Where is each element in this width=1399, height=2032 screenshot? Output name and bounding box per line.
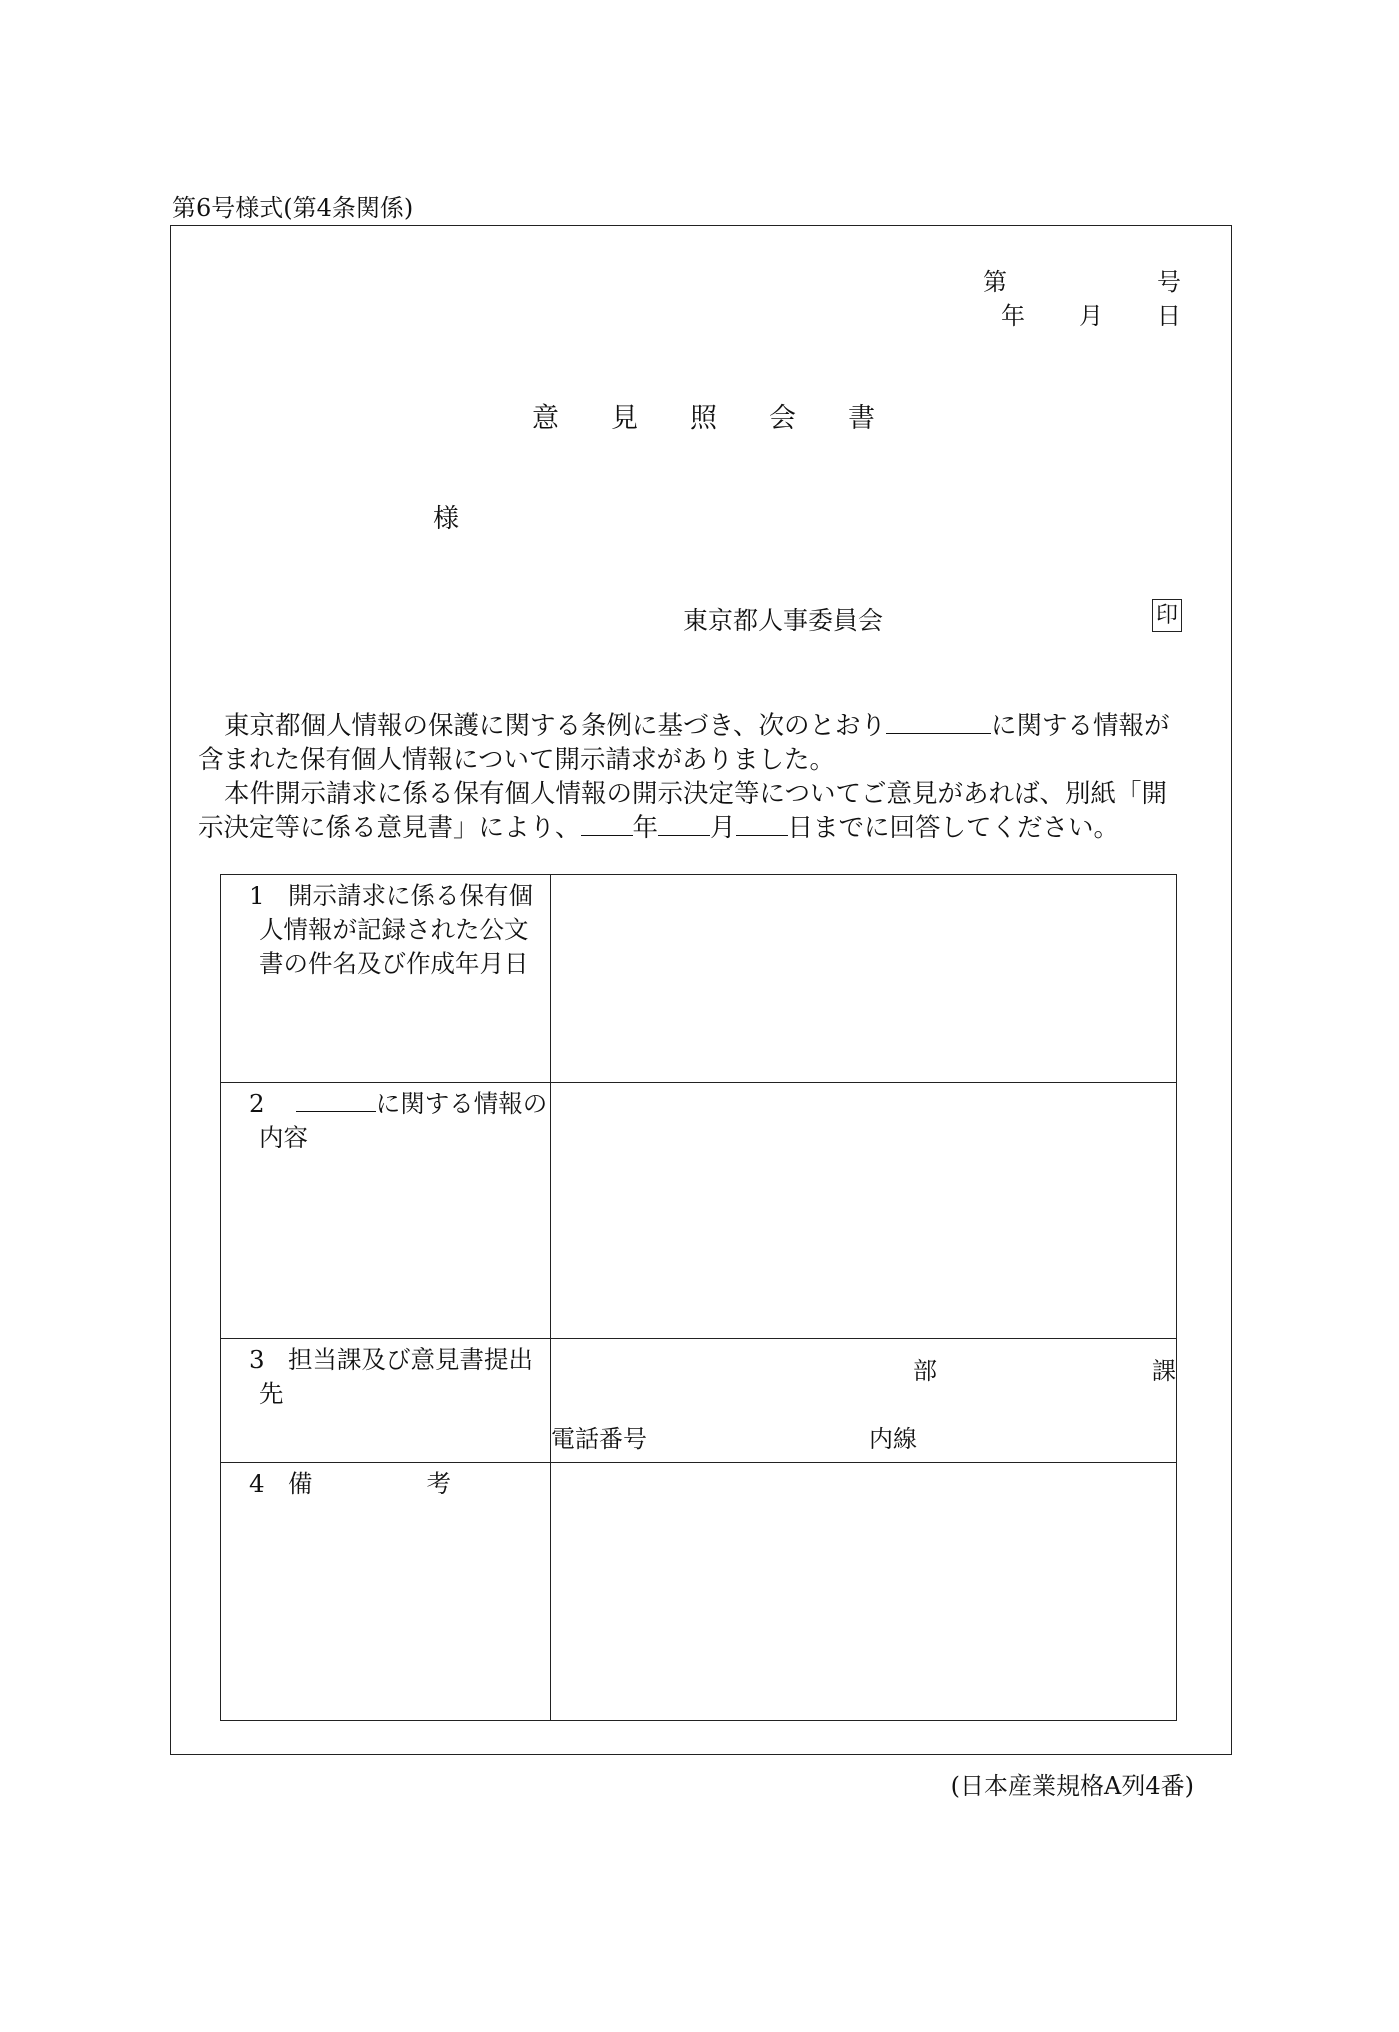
row2-number: 2 xyxy=(249,1089,265,1118)
section-label: 課 xyxy=(1152,1357,1176,1385)
body-line-3: 本件開示請求に係る保有個人情報の開示決定等についてご意見があれば、別紙「開 xyxy=(224,779,1167,809)
body-line-4-text-a: 示決定等に係る意見書」により、 xyxy=(198,813,581,843)
body-line-1 xyxy=(224,706,1170,742)
row3-label-line2: 先 xyxy=(259,1379,284,1408)
row4-label xyxy=(221,1463,551,1721)
body-line-4-text-b: 日までに回答してください。 xyxy=(787,813,1120,843)
body-line-1-text-b: に関する情報が xyxy=(990,711,1170,741)
row4-label-b: 考 xyxy=(426,1469,451,1498)
document-number-line xyxy=(983,262,1181,297)
month-blank xyxy=(658,815,710,836)
table-row xyxy=(221,1083,1177,1339)
day-label: 日 xyxy=(1157,302,1181,330)
row4-number: 4 xyxy=(249,1469,265,1498)
row4-label-a: 備 xyxy=(287,1469,313,1498)
row1-value[interactable] xyxy=(551,875,1177,1083)
extension-label: 内線 xyxy=(869,1425,917,1453)
row1-label-line2: 人情報が記録された公文 xyxy=(259,915,529,944)
form-table xyxy=(220,874,1177,1721)
table-row xyxy=(221,1463,1177,1721)
row3-number: 3 xyxy=(249,1345,265,1374)
blank-underline xyxy=(886,713,991,734)
paper-size-note: (日本産業規格A列4番) xyxy=(950,1772,1194,1800)
row3-label-line1: 担当課及び意見書提出 xyxy=(287,1345,533,1374)
row1-number: 1 xyxy=(249,881,265,910)
sender-name: 東京都人事委員会 xyxy=(683,606,884,635)
row1-label-line1: 開示請求に係る保有個 xyxy=(287,881,533,910)
row1-label xyxy=(221,875,551,1083)
date-line xyxy=(1001,296,1181,331)
day-blank xyxy=(736,815,788,836)
month-label: 月 xyxy=(1079,302,1103,330)
table-row xyxy=(221,875,1177,1083)
form-number: 第6号様式(第4条関係) xyxy=(172,194,414,222)
row2-label-line2: 内容 xyxy=(259,1123,308,1152)
document-title: 意見照会書 xyxy=(532,403,927,434)
body-line-2: 含まれた保有個人情報について開示請求がありました。 xyxy=(198,745,835,775)
addressee-suffix: 様 xyxy=(433,504,460,534)
department-label: 部 xyxy=(913,1357,937,1385)
row2-label-line1: に関する情報の xyxy=(375,1089,548,1118)
dai-label: 第 xyxy=(983,268,1007,296)
row1-label-line3: 書の件名及び作成年月日 xyxy=(259,949,529,978)
year-label: 年 xyxy=(1001,302,1025,330)
seal-mark: 印 xyxy=(1152,599,1182,632)
go-label: 号 xyxy=(1157,268,1181,296)
body-year-label: 年 xyxy=(632,813,659,843)
row4-value[interactable] xyxy=(551,1463,1177,1721)
row2-blank xyxy=(296,1093,376,1112)
body-line-1-text-a: 東京都個人情報の保護に関する条例に基づき、次のとおり xyxy=(224,711,886,741)
body-line-4 xyxy=(198,808,1119,844)
row3-value[interactable] xyxy=(551,1339,1177,1463)
phone-label: 電話番号 xyxy=(551,1425,647,1453)
row2-value[interactable] xyxy=(551,1083,1177,1339)
table-row xyxy=(221,1339,1177,1463)
row3-label xyxy=(221,1339,551,1463)
body-month-label: 月 xyxy=(710,813,736,843)
year-blank xyxy=(581,815,633,836)
row2-label xyxy=(221,1083,551,1339)
